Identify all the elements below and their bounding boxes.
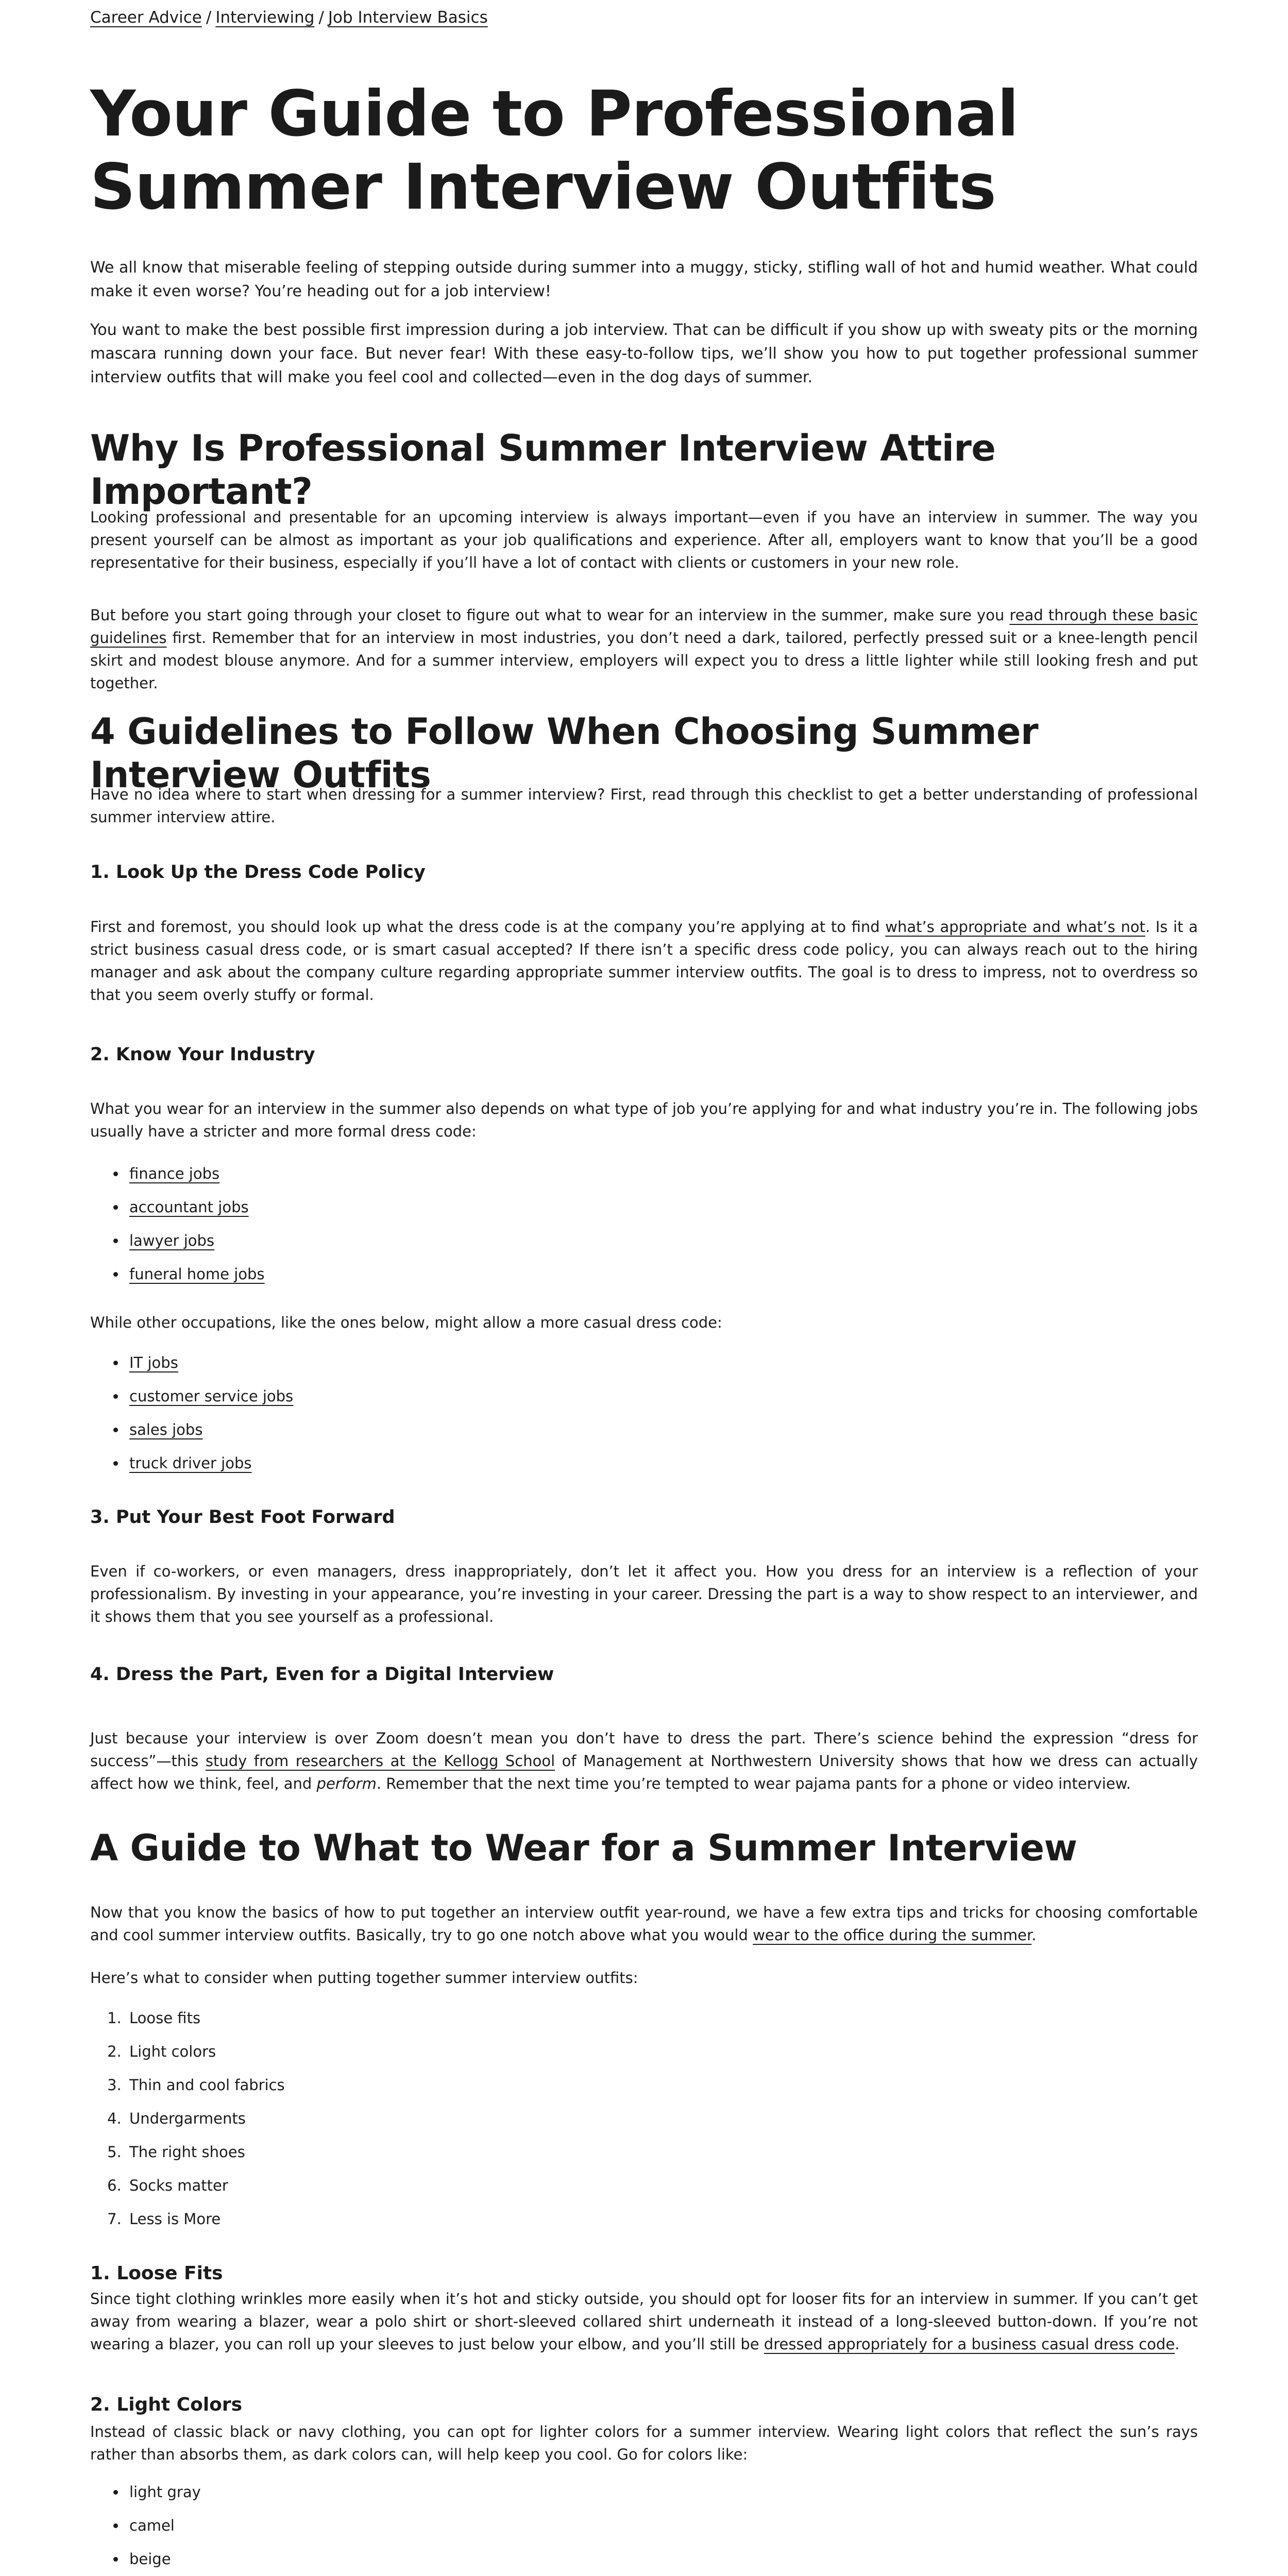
light-colors-heading: 2. Light Colors [90, 2394, 243, 2415]
guide-paragraph-2: Here’s what to consider when putting together summer interview outfits: [90, 1969, 638, 1987]
breadcrumb [90, 6, 1198, 29]
list-item: • light gray [126, 2476, 1234, 2509]
list-item [126, 1191, 1234, 1224]
guide-list [90, 2002, 1234, 2236]
casual-jobs-list [90, 1346, 1234, 1480]
list-item: 7. Less is More [126, 2202, 1234, 2236]
list-item: • beige [126, 2543, 1234, 2576]
breadcrumb-career-advice[interactable]: Career Advice [90, 8, 202, 27]
guidelines-heading: 4 Guidelines to Follow When Choosing Summer Interview Outfits [90, 710, 1039, 796]
colors-list [90, 2476, 1234, 2576]
guidelines-intro: Have no idea where to start when dressing for a summer interview? First, read through this checklist to get a better understanding of professional summer interview attire. [90, 786, 1198, 826]
office-summer-link[interactable]: wear to the office during the summer [753, 1926, 1032, 1944]
list-item: • camel [126, 2509, 1234, 2543]
list-item: 3. Thin and cool fabrics [126, 2069, 1234, 2102]
industry-paragraph: What you wear for an interview in the summer also depends on what type of job you’re applying for and what industry you’re in. The following jobs usually have a stricter and more formal dress code: [90, 1100, 1198, 1140]
sales-jobs-link[interactable]: sales jobs [129, 1421, 203, 1438]
list-item [126, 1346, 1234, 1380]
list-item [126, 1413, 1234, 1447]
truck-driver-jobs-link[interactable]: truck driver jobs [129, 1454, 252, 1472]
customer-service-jobs-link[interactable]: customer service jobs [129, 1387, 294, 1405]
list-item [126, 1447, 1234, 1480]
loose-fits-heading: 1. Loose Fits [90, 2263, 223, 2284]
casual-paragraph: While other occupations, like the ones below, might allow a more casual dress code: [90, 1314, 722, 1331]
it-jobs-link[interactable]: IT jobs [129, 1354, 178, 1371]
formal-jobs-list [90, 1157, 1234, 1291]
list-item: 6. Socks matter [126, 2169, 1234, 2202]
lawyer-jobs-link[interactable]: lawyer jobs [129, 1232, 215, 1249]
dress-code-heading: 1. Look Up the Dress Code Policy [90, 862, 426, 883]
intro-paragraph-1: We all know that miserable feeling of stepping outside during summer into a muggy, sticky, stifling wall of hot and humid weather. What could make it even worse? You’re heading out for a job interview! [90, 259, 1198, 300]
funeral-home-jobs-link[interactable]: funeral home jobs [129, 1265, 265, 1283]
why-paragraph-2: But before you start going through your closet to figure out what to wear for an interview in the summer, make sure you read through these basic guidelines first. Remember that for an interview in most industries, you don’t need a dark, tailored, perfectly pressed suit or a knee-length pencil skirt and modest blouse anymore. And for a summer interview, employers will expect you to dress a little lighter while still looking fresh and put together. [90, 606, 1198, 692]
industry-heading: 2. Know Your Industry [90, 1044, 315, 1065]
list-item: 5. The right shoes [126, 2136, 1234, 2169]
list-item: 1. Loose fits [126, 2002, 1234, 2035]
page-title: Your Guide to Professional Summer Interview Outfits [90, 77, 1019, 224]
breadcrumb-job-interview-basics[interactable]: Job Interview Basics [328, 8, 488, 27]
list-item: 2. Light colors [126, 2035, 1234, 2069]
best-foot-heading: 3. Put Your Best Foot Forward [90, 1507, 395, 1528]
list-item [126, 1157, 1234, 1191]
kellogg-study-link[interactable]: study from researchers at the Kellogg School [205, 1752, 555, 1770]
finance-jobs-link[interactable]: finance jobs [129, 1165, 220, 1182]
digital-interview-paragraph: Just because your interview is over Zoom doesn’t mean you don’t have to dress the part. There’s science behind the expression “dress for success”—this study from researchers at the Kellogg School of Management at Northwestern University shows that how we dress can actually affect how we think, feel, and perform. Remember that the next time you’re tempted to wear pajama pants for a phone or video interview. [90, 1730, 1198, 1792]
light-colors-paragraph: Instead of classic black or navy clothing, you can opt for lighter colors for a summer interview. Wearing light colors that reflect the sun’s rays rather than absorbs them, as dark colors can, will help keep you cool. Go for colors like: [90, 2423, 1198, 2463]
why-heading: Why Is Professional Summer Interview Attire Important? [90, 427, 996, 513]
list-item [126, 1224, 1234, 1258]
business-casual-link[interactable]: dressed appropriately for a business casual dress code [764, 2335, 1175, 2353]
breadcrumb-separator: / [318, 8, 324, 27]
breadcrumb-interviewing[interactable]: Interviewing [215, 8, 315, 27]
why-paragraph-1: Looking professional and presentable for an upcoming interview is always important—even if you have an interview in summer. The way you present yourself can be almost as important as your job qualifications and experience. After all, employers want to know that you’ll be a good representative for their business, especially if you’ll have a lot of contact with clients or customers in your new role. [90, 509, 1198, 571]
loose-fits-paragraph: Since tight clothing wrinkles more easily when it’s hot and sticky outside, you should opt for looser fits for an interview in summer. If you can’t get away from wearing a blazer, wear a polo shirt or short-sleeved collared shirt underneath it instead of a long-sleeved button-down. If you’re not wearing a blazer, you can roll up your sleeves to just below your elbow, and you’ll still be dressed appropriately for a business casual dress code. [90, 2290, 1198, 2353]
whats-appropriate-link[interactable]: what’s appropriate and what’s not [885, 918, 1146, 936]
list-item [126, 1380, 1234, 1413]
guide-paragraph-1: Now that you know the basics of how to put together an interview outfit year-round, we have a few extra tips and tricks for choosing comfortable and cool summer interview outfits. Basically, try to go one notch above what you would wear to the office during the summer. [90, 1904, 1198, 1944]
best-foot-paragraph: Even if co-workers, or even managers, dress inappropriately, don’t let it affect you. How you dress for an interview is a reflection of your professionalism. By investing in your appearance, you’re investing in your career. Dressing the part is a way to show respect to an interviewer, and it shows them that you see yourself as a professional. [90, 1563, 1198, 1625]
breadcrumb-separator: / [206, 8, 212, 27]
basic-guidelines-link[interactable]: read through these basic guidelines [90, 606, 1198, 647]
intro-paragraph-2: You want to make the best possible first impression during a job interview. That can be difficult if you show up with sweaty pits or the morning mascara running down your face. But never fear! With these easy-to-follow tips, we’ll show you how to put together professional summer interview outfits that will make you feel cool and collected—even in the dog days of summer. [90, 321, 1198, 386]
list-item: 4. Undergarments [126, 2102, 1234, 2136]
list-item [126, 1258, 1234, 1291]
accountant-jobs-link[interactable]: accountant jobs [129, 1198, 249, 1216]
dress-code-paragraph: First and foremost, you should look up what the dress code is at the company you’re applying at to find what’s appropriate and what’s not. Is it a strict business casual dress code, or is smart casual accepted? If there isn’t a specific dress code policy, you can always reach out to the hiring manager and ask about the company culture regarding appropriate summer interview outfits. The goal is to dress to impress, not to overdress so that you seem overly stuffy or formal. [90, 918, 1198, 1004]
digital-interview-heading: 4. Dress the Part, Even for a Digital Interview [90, 1664, 554, 1685]
guide-heading: A Guide to What to Wear for a Summer Interview [90, 1827, 1077, 1869]
